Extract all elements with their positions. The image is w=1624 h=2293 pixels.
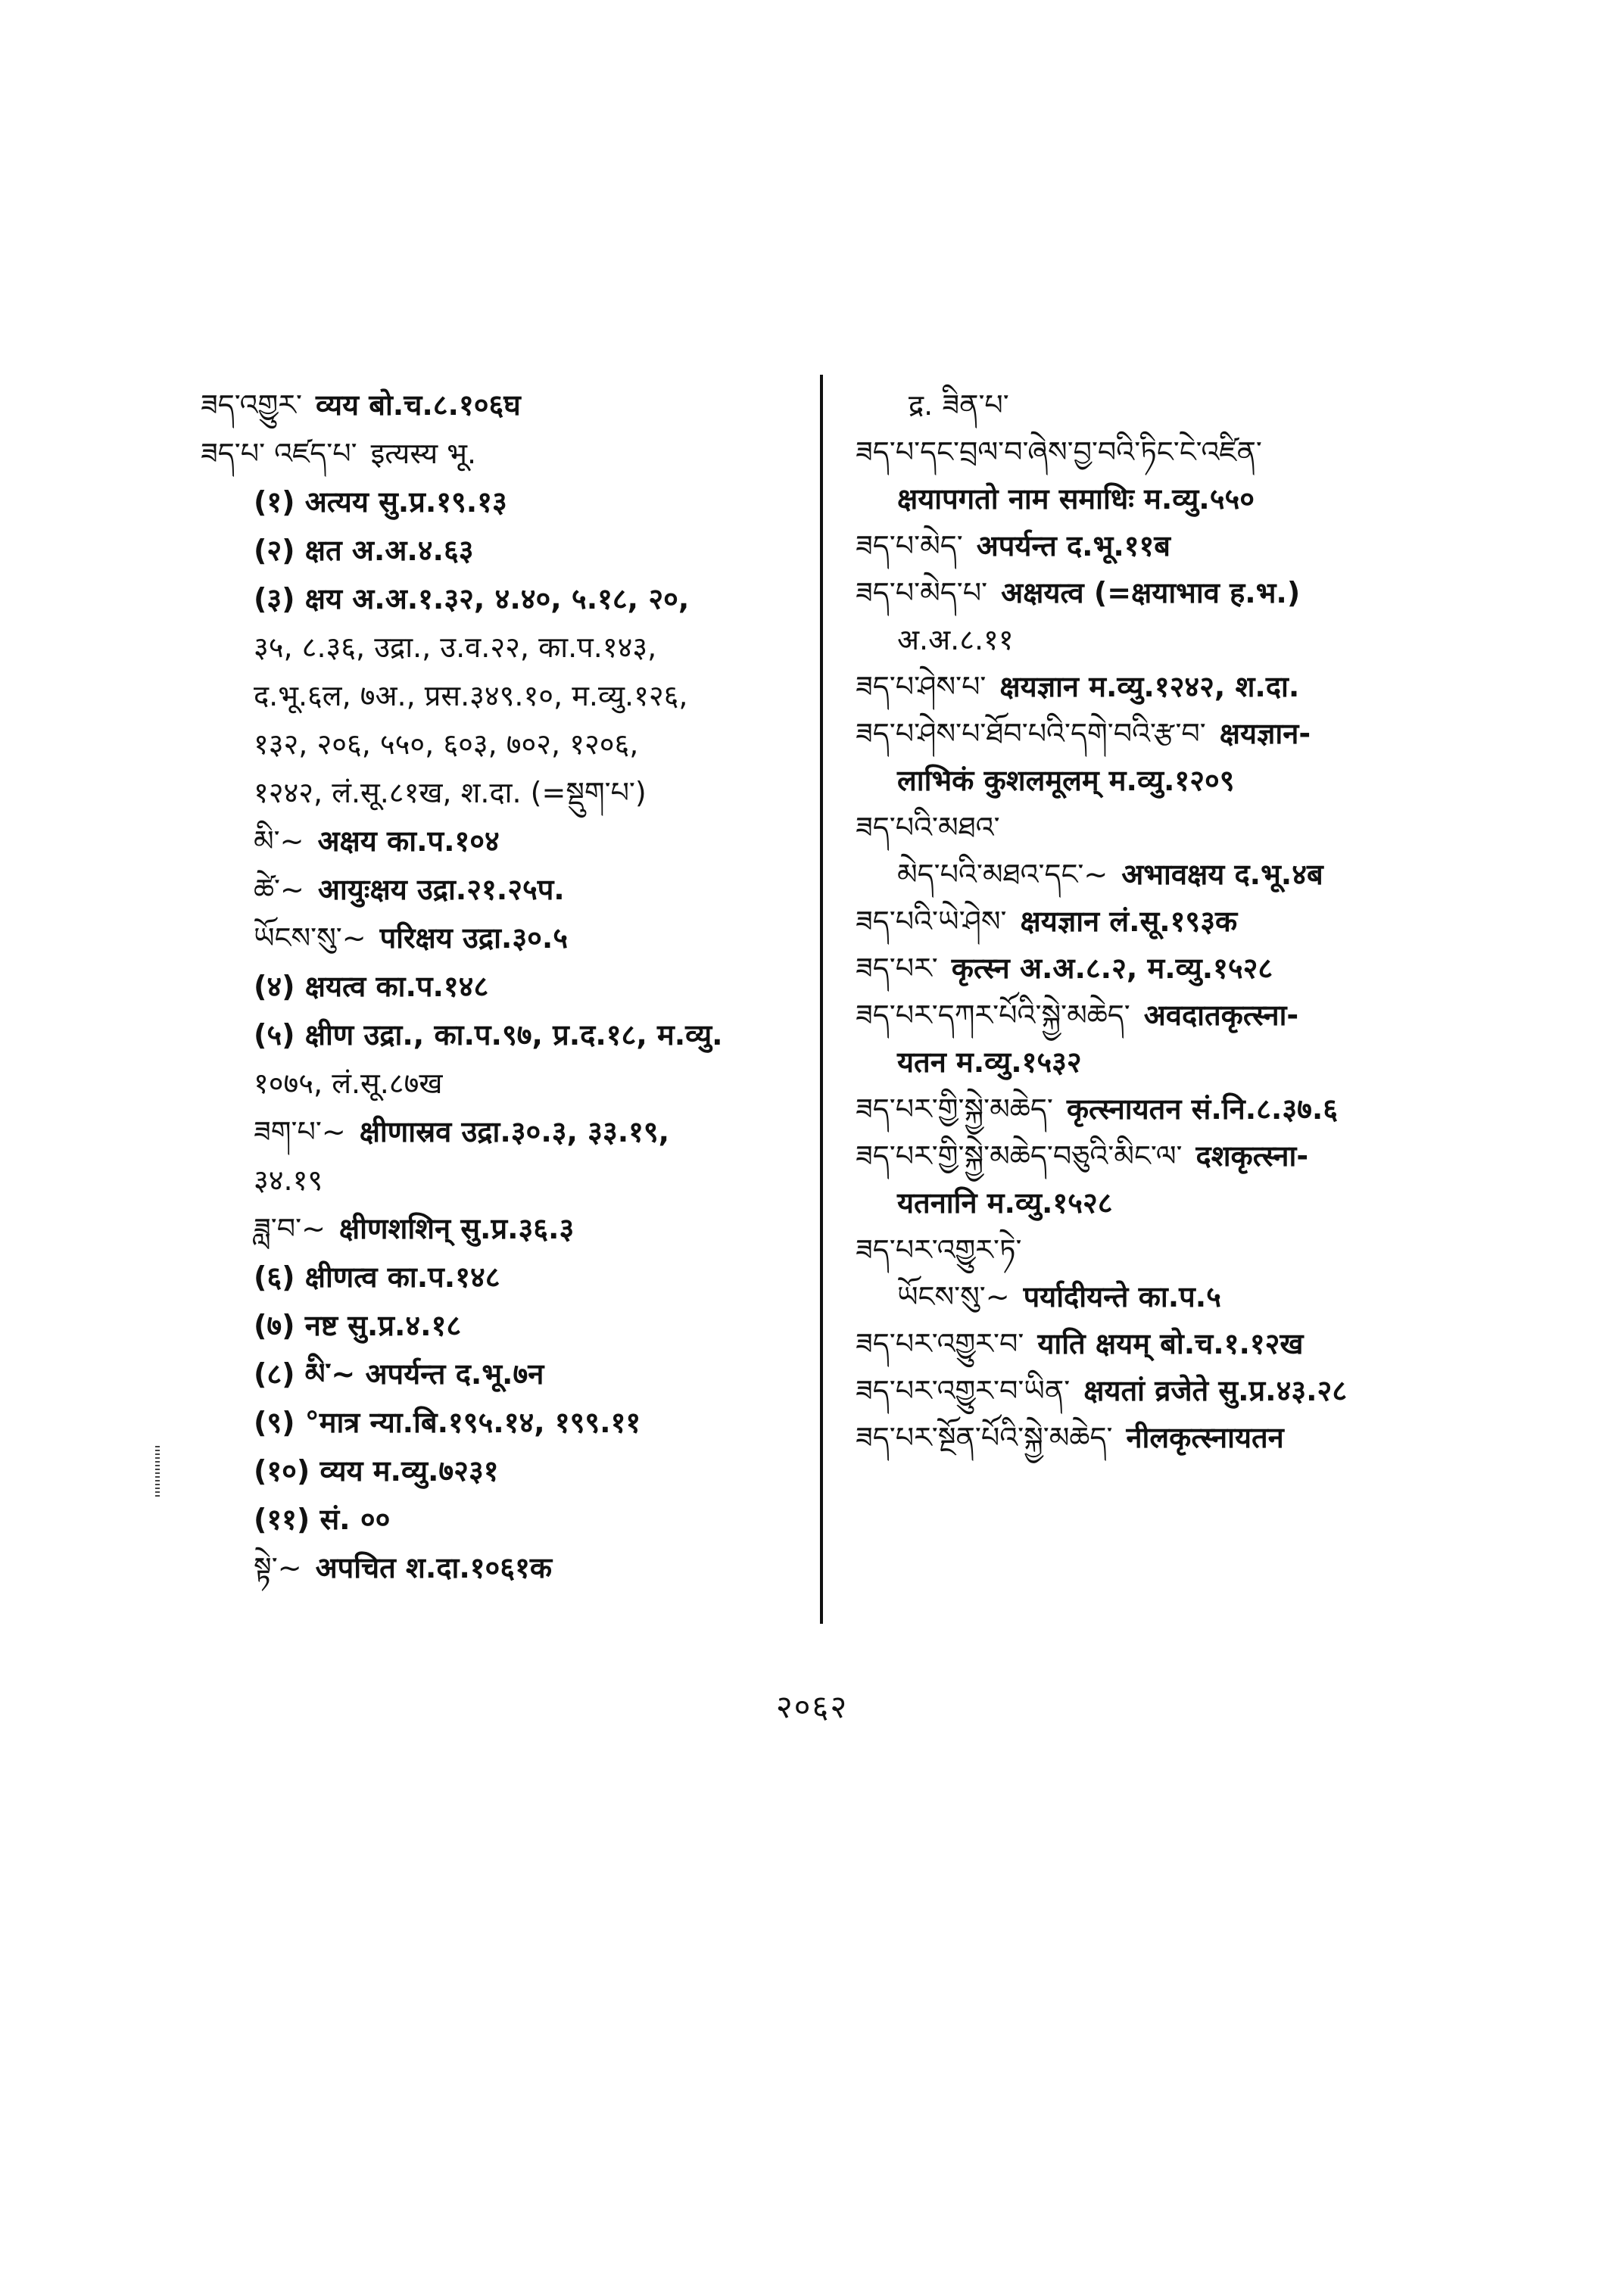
sub-entry-line: ཟླ་བ་~ क्षीणशशिन् सु.प्र.३६.३ — [254, 1212, 575, 1245]
sub-entry-line: མེད་པའི་མཐའ་དང་~ अभावक्षय द.भू.४ब — [897, 858, 1323, 891]
citation-line: १०७५, लं.सू.८७ख — [254, 1067, 443, 1100]
sense-line: (३) क्षय अ.अ.१.३२, ४.४०, ५.१८, २०, — [254, 582, 690, 615]
sense-line: (७) नष्ट सु.प्र.४.१८ — [254, 1309, 462, 1342]
left-column — [201, 386, 821, 1597]
citation-line: अ.अ.८.११ — [897, 623, 1014, 656]
sense-line: (६) क्षीणत्व का.प.१४८ — [254, 1260, 500, 1294]
entry-line: ཟད་པའི་མཐའ་ — [856, 811, 1000, 844]
entry-line: ཟད་པ་མེད་ अपर्यन्त द.भू.११ब — [856, 529, 1170, 562]
sub-entry-line: ཡོངས་སུ་~ पर्यादीयन्ते का.प.५ — [897, 1280, 1221, 1313]
entry-line: ཟད་འགྱུར་ व्यय बो.च.८.१०६घ — [201, 388, 521, 422]
sense-line: (११) सं. ०० — [254, 1503, 391, 1536]
sense-line: (५) क्षीण उद्रा., का.प.९७, प्र.द.१८, म.व्यु. — [254, 1018, 723, 1051]
cross-reference-line: द्र. ཟིན་པ་ — [909, 388, 1009, 422]
citation-line: लाभिकं कुशलमूलम् म.व्यु.१२०९ — [897, 764, 1235, 797]
entry-line: ཟད་པ་ འཛད་པ་ इत्यस्य भू. — [201, 437, 477, 470]
citation-line: यतनानि म.व्यु.१५२८ — [897, 1186, 1113, 1220]
citation-line: १३२, २०६, ५५०, ६०३, ७०२, १२०६, — [254, 727, 639, 761]
sense-line: (८) མི་~ अपर्यन्त द.भू.७न — [254, 1357, 544, 1391]
sense-line: (४) क्षयत्व का.प.१४८ — [254, 970, 489, 1003]
sense-line: (१०) व्यय म.व्यु.७२३१ — [254, 1454, 499, 1488]
entry-line: ཟད་པར་འགྱུར་བ་ याति क्षयम् बो.च.१.१२ख — [856, 1327, 1304, 1360]
citation-line: १२४२, लं.सू.८१ख, श.दा. (=སྡུག་པ་) — [254, 776, 647, 809]
entry-line: ཟད་པར་སྔོན་པོའི་སྐྱེ་མཆེད་ नीलकृत्स्नायतन — [856, 1421, 1284, 1454]
entry-line: ཟད་པ་ཤེས་པ་ཐོབ་པའི་དགེ་བའི་རྩ་བ་ क्षयज्ञान- — [856, 717, 1311, 750]
entry-line: ཟད་པར་འགྱུར་བ་ཡིན་ क्षयतां व्रजेते सु.प्र.४३.२८ — [856, 1374, 1348, 1407]
entry-line: ཟད་པར་གྱི་སྐྱེ་མཆེད་ कृत्स्नायतन सं.नि.८.३७.६ — [856, 1092, 1339, 1126]
sub-entry-line: སྟེ་~ अपचित श.दा.१०६१क — [254, 1551, 553, 1584]
page-number: २०६२ — [775, 1688, 849, 1725]
sub-entry-line: མི་~ अक्षय का.प.१०४ — [254, 824, 500, 858]
sense-line: (२) क्षत अ.अ.४.६३ — [254, 534, 474, 567]
sense-line: (१) अत्यय सु.प्र.१९.१३ — [254, 485, 507, 519]
column-divider — [820, 375, 823, 1624]
citation-line: ३४.१९ — [254, 1164, 323, 1197]
entry-line: ཟད་པ་ཤེས་པ་ क्षयज्ञान म.व्यु.१२४२, श.दा. — [856, 670, 1300, 703]
entry-line: ཟད་པ་མེད་པ་ अक्षयत्व (=क्षयाभाव ह.भ.) — [856, 576, 1301, 609]
right-column — [856, 386, 1476, 1466]
entry-line: ཟད་པར་ कृत्स्न अ.अ.८.२, म.व्यु.१५२८ — [856, 952, 1273, 985]
margin-mark — [155, 1446, 160, 1499]
entry-line: ཟད་པར་གྱི་སྐྱེ་མཆེད་བཅུའི་མིང་ལ་ दशकृत्स्ना- — [856, 1139, 1309, 1173]
citation-line: यतन म.व्यु.१५३२ — [897, 1045, 1082, 1079]
entry-line: ཟད་པའི་ཡེ་ཤེས་ क्षयज्ञान लं.सू.१९३क — [856, 905, 1238, 938]
entry-line: ཟད་པར་དཀར་པོའི་སྐྱེ་མཆེད་ अवदातकृत्स्ना- — [856, 999, 1299, 1032]
citation-line: ३५, ८.३६, उद्रा., उ.व.२२, का.प.१४३, — [254, 631, 657, 664]
entry-line: ཟད་པ་དང་བྲལ་བ་ཞེས་བྱ་བའི་ཏིང་ངེ་འཛིན་ — [856, 435, 1262, 469]
sense-line: (९) °मात्र न्या.बि.१९५.१४, १९९.११ — [254, 1406, 641, 1439]
citation-line: क्षयापगतो नाम समाधिः म.व्यु.५५० — [897, 482, 1255, 516]
sub-entry-line: ཟག་པ་~ क्षीणास्रव उद्रा.३०.३, ३३.१९, — [254, 1115, 670, 1148]
citation-line: द.भू.६ल, ७अ., प्रस.३४९.१०, म.व्यु.१२६, — [254, 679, 688, 712]
sub-entry-line: ཚེ་~ आयुःक्षय उद्रा.२१.२५प. — [254, 873, 565, 906]
sub-entry-line: ཡོངས་སུ་~ परिक्षय उद्रा.३०.५ — [254, 921, 569, 955]
entry-line: ཟད་པར་འགྱུར་ཏེ་ — [856, 1233, 1022, 1266]
